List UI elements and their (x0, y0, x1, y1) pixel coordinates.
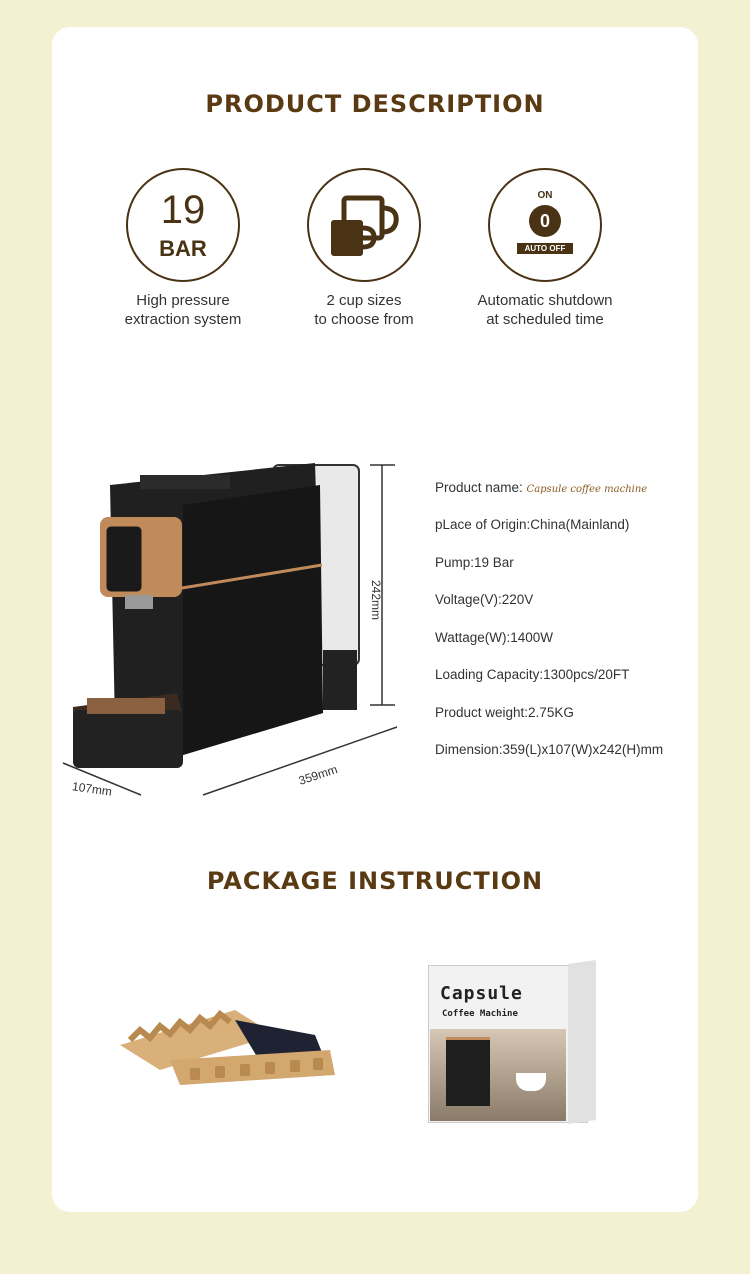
feature-pressure-line2: extraction system (124, 311, 242, 328)
spec-weight: Product weight:2.75KG (435, 705, 574, 720)
coffee-machine-image (55, 455, 415, 815)
feature-cup-line2: to choose from (314, 311, 414, 328)
spec-origin: pLace of Origin:China(Mainland) (435, 517, 630, 532)
product-description-title: PRODUCT DESCRIPTION (205, 90, 545, 118)
product-name-label: Product name: (435, 480, 527, 495)
feature-pressure-line1: High pressure (136, 292, 230, 309)
feature-auto-off-line1: Automatic shutdown (477, 292, 613, 309)
cup-sizes-icon (307, 168, 421, 282)
length-label: 359mm (296, 762, 340, 788)
auto-off-icon (488, 168, 602, 282)
pulp-packaging-image (115, 990, 340, 1090)
auto-off-label: AUTO OFF (517, 243, 573, 254)
spec-dimension: Dimension:359(L)x107(W)x242(H)mm (435, 742, 664, 757)
spec-voltage: Voltage(V):220V (435, 592, 534, 607)
power-glyph: 0 (539, 211, 550, 231)
on-label: ON (537, 190, 553, 201)
spec-pump: Pump:19 Bar (435, 555, 514, 570)
spec-loading: Loading Capacity:1300pcs/20FT (435, 667, 630, 682)
pressure-unit: BAR (159, 236, 207, 261)
pressure-19-bar-icon (126, 168, 240, 282)
spec-wattage: Wattage(W):1400W (435, 630, 554, 645)
product-box-image (428, 965, 588, 1123)
feature-cup-line1: 2 cup sizes (326, 292, 402, 309)
box-subtitle: Coffee Machine (442, 1009, 518, 1019)
power-knob-icon (529, 205, 561, 237)
feature-pressure (83, 168, 283, 329)
height-label: 242mm (369, 580, 383, 621)
spec-product-name (435, 480, 647, 495)
pressure-number: 19 (160, 188, 206, 232)
product-name-value: Capsule coffee machine (526, 484, 648, 495)
box-title: Capsule (440, 983, 523, 1004)
feature-auto-off-line2: at scheduled time (486, 311, 604, 328)
package-instruction-title: PACKAGE INSTRUCTION (206, 867, 544, 895)
width-label: 107mm (71, 779, 113, 799)
feature-auto-off (445, 168, 645, 329)
feature-cup-sizes (264, 168, 464, 329)
